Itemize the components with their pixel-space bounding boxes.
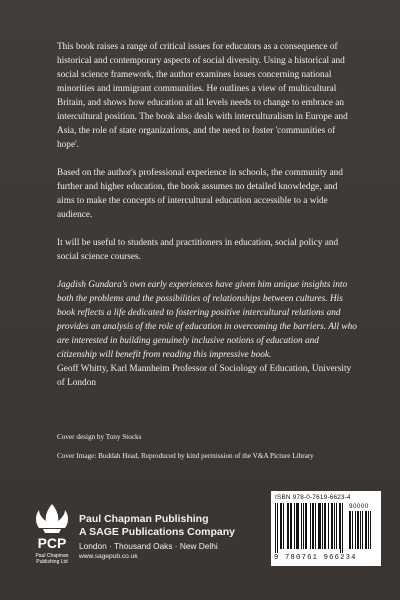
blurb-paragraph-1: This book raises a range of critical issues for educators as a consequence of historical and contemporary aspects of social diversity. Using a historical and social science framework, the author examines issues concerning national minorities and immigrant communities. He outlines a view of multicultural Britain, and shows how education at all levels needs to change to embrace an intercultural position. The book also deals with interculturalism in Europe and Asia, the role of state organizations, and the need to foster 'communities of hope'. — [57, 42, 348, 150]
logo-sub-2: Publishing Ltd — [36, 559, 68, 565]
endorser-attribution: Geoff Whitty, Karl Mannheim Professor of Sociology of Education, University of London — [57, 364, 352, 388]
publisher-url: www.sagepub.co.uk — [79, 553, 138, 560]
logo-sub-1: Paul Chapman — [35, 553, 69, 559]
cover-image-credit: Cover Image: Buddah Head, Reproduced by kind permission of the V&A Picture Library — [57, 452, 314, 460]
endorsement-quote: Jagdish Gundara's own early experiences have given him unique insights into both the problems and the possibilities of relationships between cultures. His book reflects a life dedicated to fostering positive intercultural relations and provides an analysis of the role of education in overcoming the barriers. All who are interested in building genuinely inclusive notions of education and citizenship will benefit from reading this impressive book. — [57, 280, 357, 360]
logo-mark-text: PCP — [37, 535, 67, 551]
pcp-logo — [30, 502, 74, 568]
publisher-info — [79, 513, 235, 561]
blurb-paragraph-2: Based on the author's professional experience in schools, the community and further and higher education, the book assumes no detailed knowledge, and aims to make the concepts of intercultural education accessible to a wide audience. — [57, 168, 343, 220]
isbn-text: ISBN 978-0-7619-6623-4 — [275, 494, 351, 501]
barcode-bars — [275, 503, 377, 555]
publisher-name: Paul Chapman Publishing — [79, 513, 209, 525]
barcode-panel — [271, 491, 381, 566]
price-addon-text: 90000 — [349, 503, 369, 510]
ean-digits: 9 780761 966234 — [274, 554, 357, 562]
blurb-paragraph-3: It will be useful to students and practitioners in education, social policy and social science courses. — [57, 238, 339, 262]
cover-credits — [57, 432, 377, 470]
cover-design-credit: Cover design by Tony Stocks — [57, 433, 142, 441]
publisher-company: A SAGE Publications Company — [79, 526, 235, 538]
publisher-cities: London · Thousand Oaks · New Delhi — [79, 541, 218, 551]
blurb-section — [57, 40, 357, 404]
